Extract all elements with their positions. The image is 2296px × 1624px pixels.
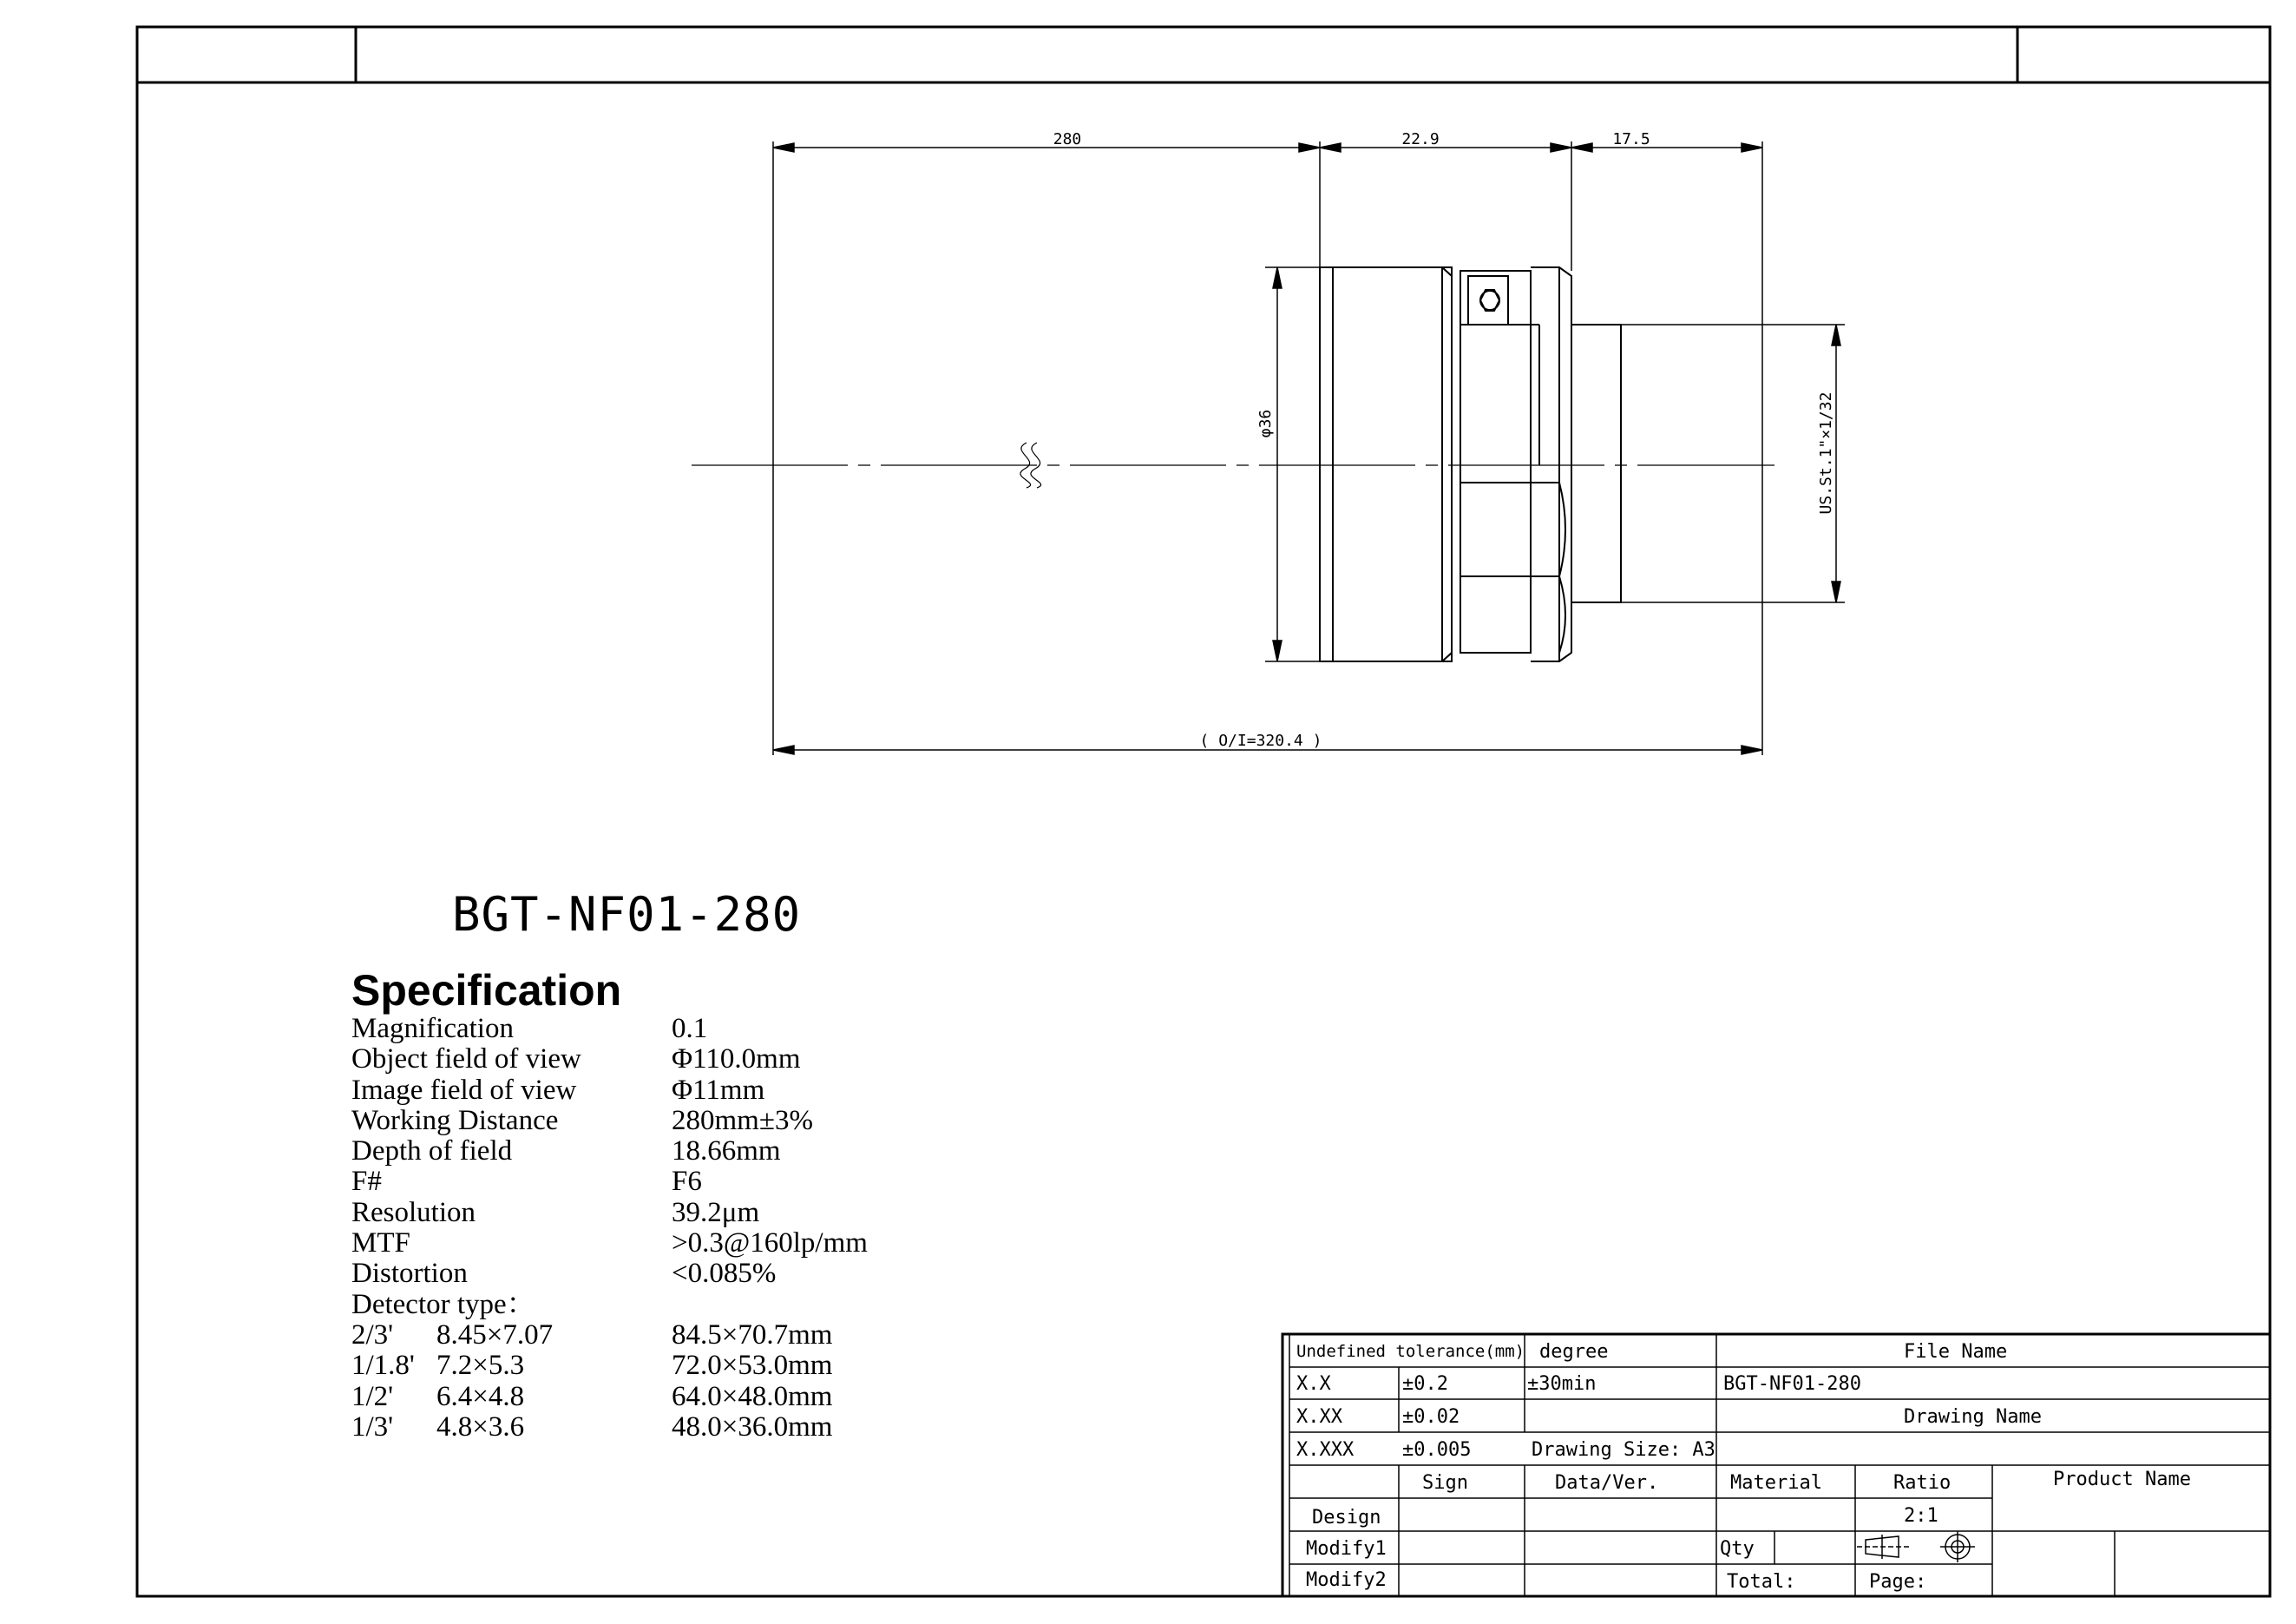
spec-row	[351, 1044, 1046, 1075]
detector-list	[351, 1320, 1046, 1443]
detector-fov: 48.0×36.0mm	[672, 1410, 833, 1443]
dim-thread: US.St.1"×1/32	[1817, 391, 1835, 515]
dim-total-conjugate: ( O/I=320.4 )	[1199, 732, 1322, 750]
data-ver-label: Data/Ver.	[1555, 1472, 1659, 1494]
drawing-name-label: Drawing Name	[1904, 1406, 2042, 1428]
dim-working-distance: 280	[1053, 130, 1082, 148]
detector-format: 1/3'	[351, 1410, 394, 1443]
detector-format: 1/1.8'	[351, 1350, 415, 1382]
spec-label: Object field of view	[351, 1043, 581, 1075]
dim-lens-length: 22.9	[1401, 130, 1440, 148]
spec-label: MTF	[351, 1227, 410, 1259]
spec-row	[351, 1136, 1046, 1167]
detector-fov: 72.0×53.0mm	[672, 1350, 833, 1382]
spec-value: <0.085%	[672, 1258, 777, 1290]
spec-value: 0.1	[672, 1013, 708, 1044]
spec-row	[351, 1228, 1046, 1259]
detector-size: 6.4×4.8	[436, 1380, 525, 1412]
total-label: Total:	[1727, 1571, 1796, 1593]
detector-row	[351, 1382, 1046, 1412]
material-label: Material	[1730, 1472, 1822, 1494]
file-name-value: BGT-NF01-280	[1723, 1373, 1861, 1395]
ratio-label: Ratio	[1893, 1472, 1952, 1494]
detector-row	[351, 1412, 1046, 1443]
page-label: Page:	[1869, 1571, 1927, 1593]
tol-x-label: X.X	[1296, 1373, 1331, 1395]
spec-label: Distortion	[351, 1258, 468, 1290]
degree-header: degree	[1539, 1341, 1609, 1363]
spec-value: F6	[672, 1166, 702, 1198]
tol-xxx-value: ±0.005	[1402, 1439, 1472, 1461]
detector-size: 7.2×5.3	[436, 1350, 525, 1382]
spec-value: Φ110.0mm	[672, 1043, 801, 1075]
projection-symbol-icon	[1857, 1531, 1975, 1562]
lens-outline	[1320, 267, 1621, 661]
ratio-value: 2:1	[1904, 1505, 1938, 1527]
spec-row	[351, 1106, 1046, 1136]
spec-row	[351, 1259, 1046, 1289]
product-name-label: Product Name	[2053, 1469, 2191, 1490]
spec-value: 18.66mm	[672, 1135, 781, 1167]
dimension-labels	[1053, 130, 1835, 750]
spec-value: Φ11mm	[672, 1074, 765, 1106]
spec-row	[351, 1075, 1046, 1106]
dim-mount-length: 17.5	[1612, 130, 1650, 148]
spec-list	[351, 1014, 1046, 1320]
modify1-label: Modify1	[1306, 1538, 1387, 1560]
center-line	[692, 443, 1774, 488]
detector-fov: 64.0×48.0mm	[672, 1380, 833, 1412]
detector-heading-label: Detector type：	[351, 1288, 535, 1320]
spec-value: 39.2μm	[672, 1196, 760, 1228]
spec-label: Image field of view	[351, 1074, 577, 1106]
sign-label: Sign	[1422, 1472, 1468, 1494]
detector-row	[351, 1320, 1046, 1351]
tol-degree-value: ±30min	[1527, 1373, 1597, 1395]
spec-value: >0.3@160lp/mm	[672, 1227, 868, 1259]
spec-heading: Specification	[351, 966, 622, 1015]
file-name-label: File Name	[1904, 1341, 2008, 1363]
qty-label: Qty	[1720, 1538, 1755, 1560]
detector-heading	[351, 1290, 1046, 1320]
detector-row	[351, 1351, 1046, 1381]
tol-x-value: ±0.2	[1402, 1373, 1448, 1395]
tolerance-header: Undefined tolerance(mm)	[1296, 1342, 1525, 1361]
detector-size: 8.45×7.07	[436, 1319, 554, 1351]
drawing-size: Drawing Size: A3	[1532, 1439, 1715, 1461]
spec-label: F#	[351, 1166, 382, 1198]
dimension-lines	[773, 141, 1845, 755]
spec-row	[351, 1167, 1046, 1197]
dim-diameter: φ36	[1256, 409, 1275, 438]
tol-xx-label: X.XX	[1296, 1406, 1342, 1428]
design-label: Design	[1312, 1507, 1381, 1529]
detector-format: 2/3'	[351, 1319, 394, 1351]
spec-label: Working Distance	[351, 1104, 559, 1136]
spec-value: 280mm±3%	[672, 1104, 813, 1136]
spec-label: Depth of field	[351, 1135, 513, 1167]
tol-xx-value: ±0.02	[1402, 1406, 1460, 1428]
detector-fov: 84.5×70.7mm	[672, 1319, 833, 1351]
detector-size: 4.8×3.6	[436, 1410, 525, 1443]
modify2-label: Modify2	[1306, 1569, 1387, 1591]
part-title: BGT-NF01-280	[452, 887, 802, 942]
tol-xxx-label: X.XXX	[1296, 1439, 1355, 1461]
spec-row	[351, 1198, 1046, 1228]
detector-format: 1/2'	[351, 1380, 394, 1412]
spec-label: Resolution	[351, 1196, 476, 1228]
spec-label: Magnification	[351, 1013, 514, 1044]
spec-row	[351, 1014, 1046, 1044]
